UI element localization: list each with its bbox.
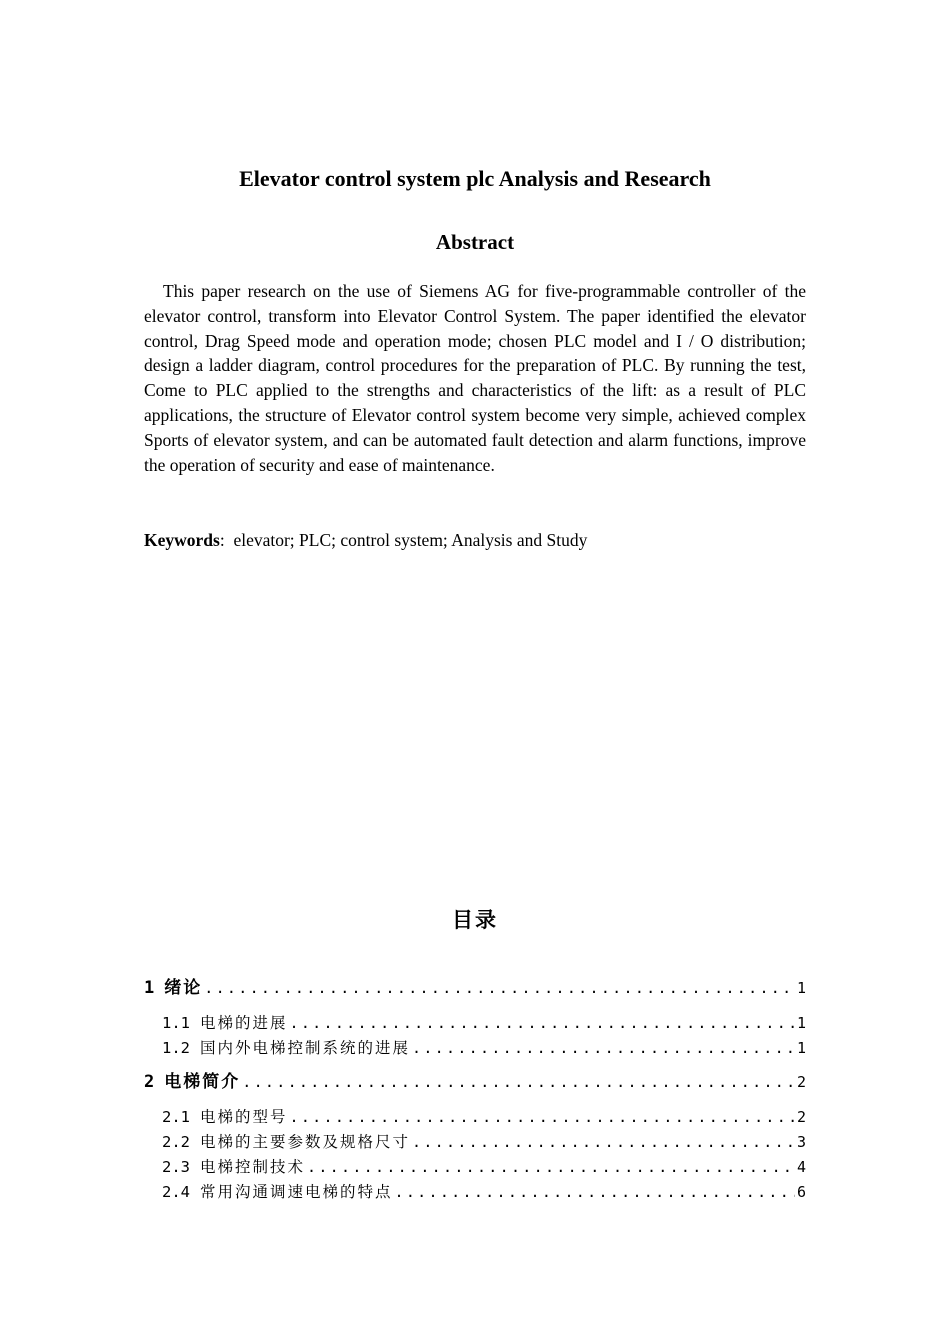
toc-entry-page: 1 xyxy=(796,1039,806,1057)
toc-entry-number: 2.1 xyxy=(162,1108,190,1126)
toc-entry-page: 1 xyxy=(796,1014,806,1032)
toc-leader-dots xyxy=(290,1011,795,1035)
toc-entry[interactable] xyxy=(144,1180,806,1204)
toc-entry[interactable] xyxy=(144,1070,806,1094)
toc-entry-label: 电梯的进展 xyxy=(200,1014,288,1032)
toc-entry-number: 2 xyxy=(144,1072,155,1092)
keywords-line xyxy=(144,528,806,552)
toc-entry-number: 1.1 xyxy=(162,1014,190,1032)
keywords-separator: : xyxy=(219,530,225,550)
toc-entry-label: 绪论 xyxy=(164,978,203,998)
toc-entry-label: 电梯的型号 xyxy=(200,1108,288,1126)
keywords-value: elevator; PLC; control system; Analysis and Study xyxy=(233,530,588,550)
toc-entry-label: 常用沟通调速电梯的特点 xyxy=(200,1183,393,1201)
toc-entry-label: 电梯简介 xyxy=(164,1072,241,1092)
toc-leader-dots xyxy=(242,1070,795,1094)
toc-entry[interactable] xyxy=(144,1105,806,1129)
toc-entry-label: 国内外电梯控制系统的进展 xyxy=(200,1039,411,1057)
toc-entry[interactable] xyxy=(144,1011,806,1035)
toc-entry-page: 1 xyxy=(796,979,806,997)
toc-entry-page: 3 xyxy=(796,1133,806,1151)
toc-leader-dots xyxy=(412,1036,795,1060)
toc-entry-page: 2 xyxy=(796,1073,806,1091)
abstract-text: This paper research on the use of Siemens AG for five-programmable controller of the elevator control, transform into Elevator Control System. The paper identified the elevator control, Drag Speed mode and operation mode; chosen PLC model and I / O distribution; design a ladder diagram, control procedures for the preparation of PLC. By running the test, Come to PLC applied to the strengths and characteristics of the lift: as a result of PLC applications, the structure of Elevator control system become very simple, achieved complex Sports of elevator system, and can be automated fault detection and alarm functions, improve the operation of security and ease of maintenance. xyxy=(144,281,806,475)
toc-entry-number: 1 xyxy=(144,978,155,998)
toc-entry[interactable] xyxy=(144,1130,806,1154)
toc-entry-number: 2.3 xyxy=(162,1158,190,1176)
toc-leader-dots xyxy=(307,1155,795,1179)
toc-leader-dots xyxy=(290,1105,795,1129)
toc-entry[interactable] xyxy=(144,976,806,1000)
keywords-label: Keywords xyxy=(144,530,220,550)
toc-entry-label: 电梯控制技术 xyxy=(200,1158,306,1176)
toc-entry-number: 2.4 xyxy=(162,1183,190,1201)
toc-entry[interactable] xyxy=(144,1036,806,1060)
abstract-heading: Abstract xyxy=(435,230,515,254)
toc-leader-dots xyxy=(204,976,795,1000)
paper-title: Elevator control system plc Analysis and Research xyxy=(239,166,711,191)
toc-entry-number: 2.2 xyxy=(162,1133,190,1151)
toc-entry-page: 4 xyxy=(796,1158,806,1176)
toc-entry-number: 1.2 xyxy=(162,1039,190,1057)
toc-title: 目录 xyxy=(452,908,498,932)
toc-leader-dots xyxy=(412,1130,795,1154)
toc-entry-page: 2 xyxy=(796,1108,806,1126)
toc-entry-page: 6 xyxy=(796,1183,806,1201)
toc-entry[interactable] xyxy=(144,1155,806,1179)
toc-leader-dots xyxy=(395,1180,795,1204)
toc-entry-label: 电梯的主要参数及规格尺寸 xyxy=(200,1133,411,1151)
